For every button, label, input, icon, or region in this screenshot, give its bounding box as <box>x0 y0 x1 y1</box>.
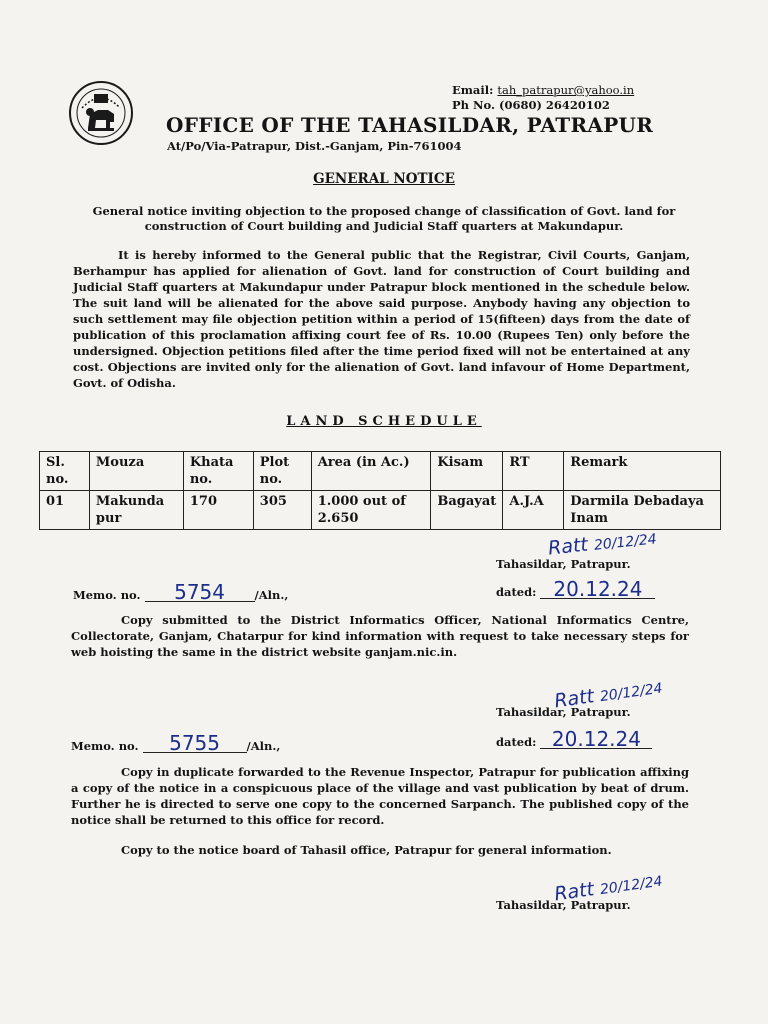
memo-date: 20.12.24 <box>540 730 652 749</box>
table-header-row <box>40 452 721 491</box>
table-cell: Makunda pur <box>89 491 183 530</box>
memo-date: 20.12.24 <box>540 580 655 599</box>
memo-label: Memo. no. <box>71 739 139 753</box>
column-header: Mouza <box>89 452 183 491</box>
column-header: RT <box>503 452 564 491</box>
signature-date: 20/12/24 <box>593 531 658 554</box>
land-schedule-table <box>39 451 721 530</box>
notice-heading-text: GENERAL NOTICE <box>313 171 455 187</box>
email-line <box>452 83 634 98</box>
table-cell: 170 <box>183 491 253 530</box>
signature-label: Tahasildar, Patrapur. <box>496 557 631 571</box>
contact-info <box>452 83 634 113</box>
signature-block-1 <box>496 557 631 571</box>
email-link[interactable]: tah_patrapur@yahoo.in <box>497 83 635 97</box>
odisha-emblem-icon <box>68 80 134 146</box>
table-cell: Darmila Debadaya Inam <box>564 491 721 530</box>
memo-2-text: Copy in duplicate forwarded to the Revenue Inspector, Patrapur for publication affixing a copy of the notice in a conspicuous place of the village and vast publication by beat of drum. Further he is directed to serve one copy to the concerned Sarpanch. The published copy of the notice shall be returned to this office for record. <box>71 765 689 827</box>
dated-label: dated: <box>496 735 537 749</box>
column-header: Khata no. <box>183 452 253 491</box>
email-label: Email: <box>452 83 494 97</box>
table-cell: 305 <box>253 491 311 530</box>
memo-suffix: /Aln., <box>254 588 289 602</box>
phone-line: Ph No. (0680) 26420102 <box>452 98 610 112</box>
memo-number: 5754 <box>145 583 255 602</box>
signature-initials: Ratt <box>552 878 596 906</box>
memo-2-text-2: Copy to the notice board of Tahasil office, Patrapur for general information. <box>121 843 612 857</box>
signature-date: 20/12/24 <box>599 680 664 706</box>
table-cell: Bagayat <box>431 491 503 530</box>
memo-number: 5755 <box>143 734 247 753</box>
table-cell: 1.000 out of 2.650 <box>311 491 431 530</box>
column-header: Kisam <box>431 452 503 491</box>
notice-intro: General notice inviting objection to the proposed change of classification of Govt. land for construction of Court building and Judicial Staff quarters at Makundapur. <box>92 204 676 233</box>
notice-body: It is hereby informed to the General public that the Registrar, Civil Courts, Ganjam, Berhampur has applied for alienation of Govt. land for construction of Court building and Judicial Staff quarters at Makundapur under Patrapur block mentioned in the schedule below. The suit land will be alienated for the above said purpose. Anybody having any objection to such settlement may file objection petition within a period of 15(fifteen) days from the date of publication of this proclamation affixing court fee of Rs. 10.00 (Rupees Ten) only before the undersigned. Objection petitions filed after the time period fixed will not be entertained at any cost. Objections are invited only for the alienation of Govt. land infavour of Home Department, Govt. of Odisha. <box>73 248 690 390</box>
column-header: Area (in Ac.) <box>311 452 431 491</box>
memo-line-1 <box>73 580 289 604</box>
column-header: Remark <box>564 452 721 491</box>
memo-1-text: Copy submitted to the District Informatics Officer, National Informatics Centre, Collectorate, Ganjam, Chatarpur for kind information with request to take necessary steps for web hoisting the same in the district website ganjam.nic.in. <box>71 613 689 659</box>
column-header: Plot no. <box>253 452 311 491</box>
table-cell: 01 <box>40 491 90 530</box>
signature-scrawl <box>547 526 657 559</box>
schedule-heading-text: LAND SCHEDULE <box>286 414 482 429</box>
office-address: At/Po/Via-Patrapur, Dist.-Ganjam, Pin-761004 <box>167 139 462 153</box>
column-header: Sl. no. <box>40 452 90 491</box>
table-cell: A.J.A <box>503 491 564 530</box>
signature-label: Tahasildar, Patrapur. <box>496 705 631 719</box>
signature-label: Tahasildar, Patrapur. <box>496 898 631 912</box>
notice-heading <box>0 171 768 187</box>
memo-label: Memo. no. <box>73 588 141 602</box>
memo-suffix: /Aln., <box>246 739 281 753</box>
signature-initials: Ratt <box>547 533 589 560</box>
office-title: OFFICE OF THE TAHASILDAR, PATRAPUR <box>166 113 654 137</box>
memo-date-1 <box>496 577 655 601</box>
dated-label: dated: <box>496 585 537 599</box>
schedule-heading <box>0 414 768 429</box>
memo-date-2 <box>496 727 652 751</box>
signature-date: 20/12/24 <box>599 873 664 899</box>
table-row <box>40 491 721 530</box>
memo-line-2 <box>71 731 281 755</box>
signature-initials: Ratt <box>552 685 596 713</box>
